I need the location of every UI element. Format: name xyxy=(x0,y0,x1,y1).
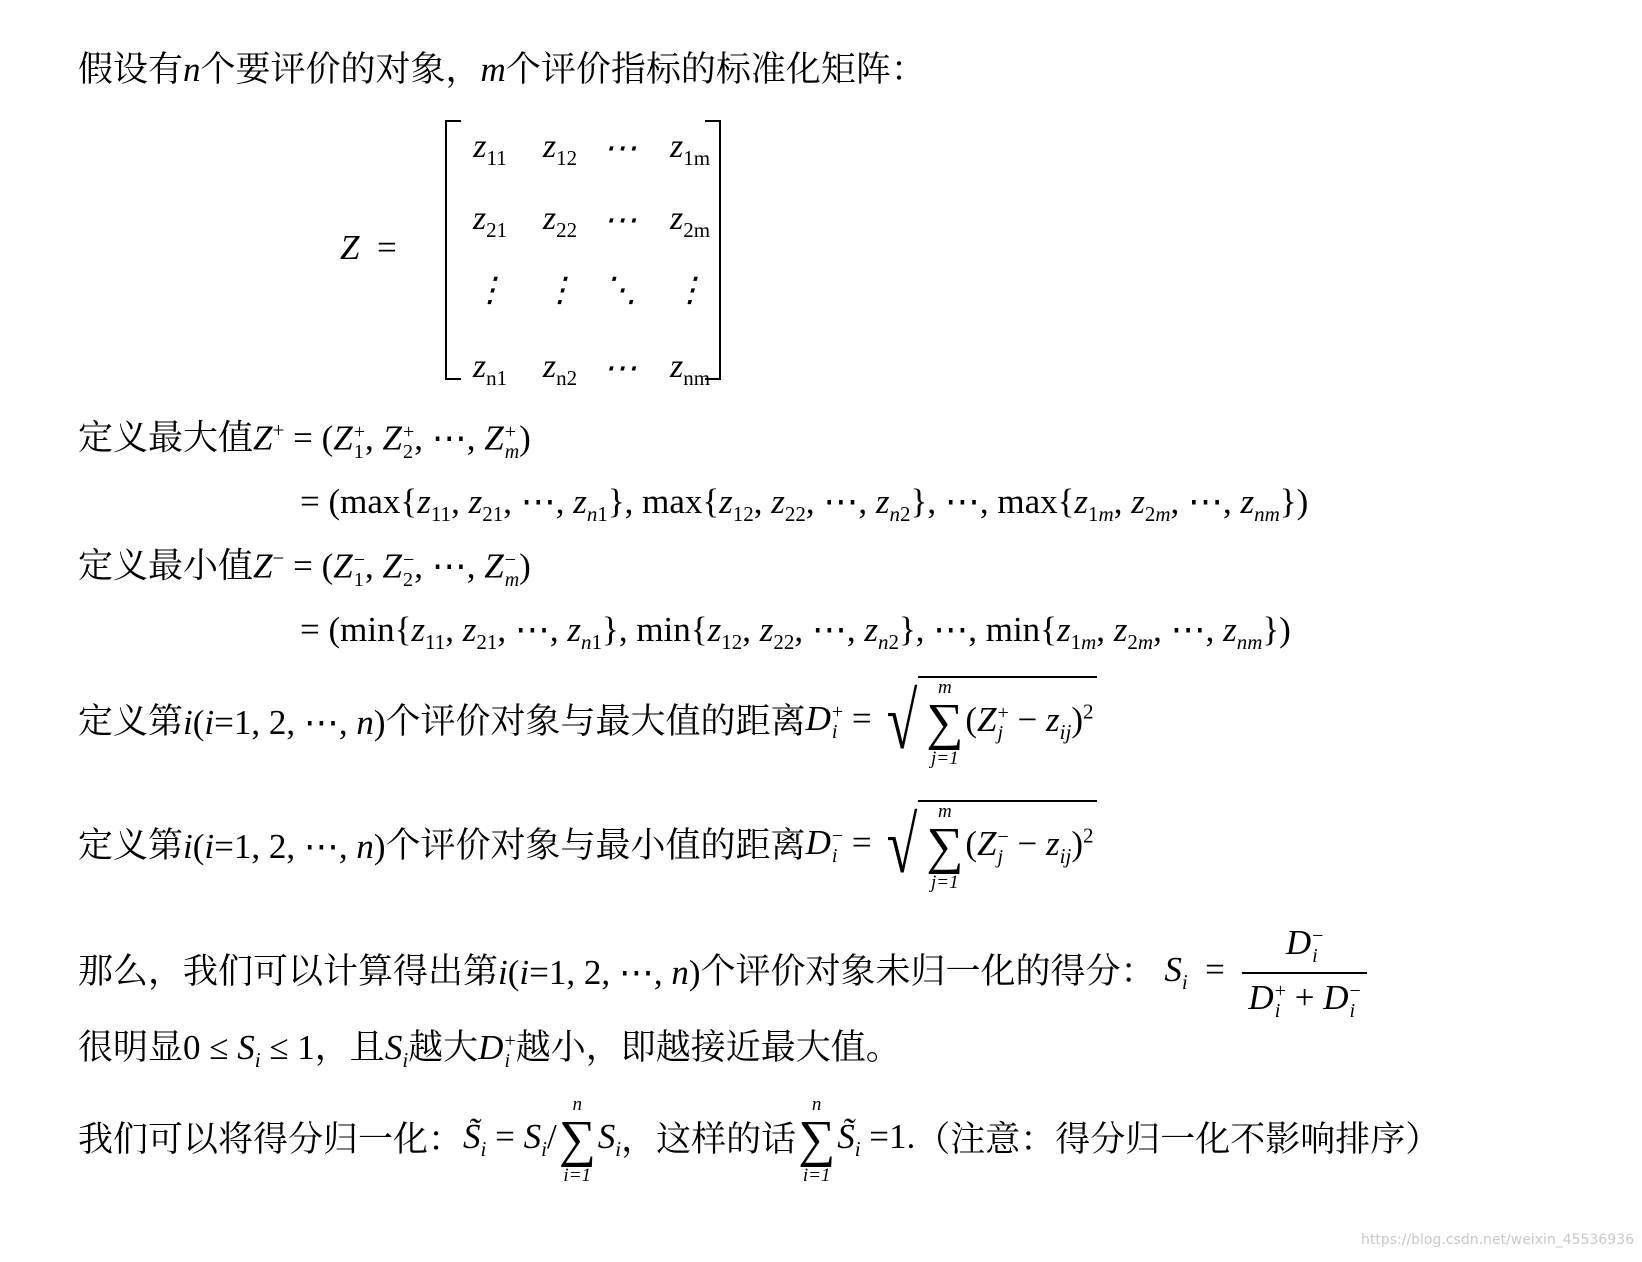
max-definition-line2: = ($\max\{z_{11}$, $z_{21}$, ⋯, $z_{n1}$}, $\max\{z_{12}$, $z_{22}$, ⋯, $z_{n2}$}, ⋯, $\max\{z_{1m}$, $z_{2m}$, ⋯, $z_{nm}$}) xyxy=(300,482,1309,526)
matrix-cell-base: z xyxy=(669,128,684,165)
matrix-cell-base: ⋱ xyxy=(603,272,637,309)
normalize-text-2: ，这样的话 xyxy=(621,1119,797,1160)
distance-min-line xyxy=(78,800,1097,892)
intro-m: m xyxy=(480,50,506,89)
distance-min-formula: D − i = √ m ∑ j=1 (Z − j − $z_{ij})^2$ xyxy=(806,800,1098,892)
min-label: 定义最小值 xyxy=(78,546,254,587)
matrix-cell-base: z xyxy=(669,200,684,237)
matrix-cell-base: ⋮ xyxy=(543,272,577,309)
obvious-inequality: $0 \le S_i \le 1$ xyxy=(183,1028,315,1072)
max-definition-line1: 定义最大值Z+ = (Z + 1 , Z + 2 , ⋯, Z + m ) xyxy=(78,418,531,463)
score-line xyxy=(78,925,1367,1021)
matrix-cell-base: z xyxy=(669,348,684,385)
normalize-formula-1: $S̃_i = S_i/$ n ∑ i=1 $S_i$ xyxy=(463,1094,622,1186)
intro-text-1: 假设有 xyxy=(78,50,184,90)
matrix-cell-subscript: 21 xyxy=(486,217,508,242)
score-formula: $S_i$ = D − i D + i + D − i xyxy=(1156,925,1367,1021)
score-text-2: 个评价对象未归一化的得分： xyxy=(700,952,1156,993)
normalize-text-4: （注意：得分归一化不影响排序） xyxy=(915,1119,1441,1160)
matrix-Z xyxy=(445,120,721,390)
matrix-cell xyxy=(455,348,525,391)
obvious-s: $S_i$ xyxy=(384,1028,409,1072)
obvious-d: D + i xyxy=(478,1028,516,1072)
matrix-cell-base: z xyxy=(472,200,487,237)
intro-n: n xyxy=(183,50,201,89)
matrix-lhs xyxy=(340,230,397,265)
matrix-cell-base: z xyxy=(542,200,557,237)
matrix-cell-subscript: n1 xyxy=(486,365,508,390)
intro-text-2: 个要评价的对象， xyxy=(200,50,481,90)
obvious-text-2: ，且 xyxy=(314,1028,385,1068)
normalize-line xyxy=(78,1095,1440,1185)
matrix-cell xyxy=(455,128,525,171)
matrix-cell xyxy=(455,270,525,310)
matrix-cell xyxy=(585,270,655,310)
matrix-cell xyxy=(655,128,725,171)
matrix-cell-subscript: n2 xyxy=(556,365,578,390)
obvious-line xyxy=(78,1030,901,1071)
matrix-cell xyxy=(655,348,725,391)
intro-text-3: 个评价指标的标准化矩阵： xyxy=(505,50,926,90)
distance-max-text-1: 定义第 xyxy=(78,701,184,742)
matrix-cell-base: ⋯ xyxy=(603,350,637,387)
matrix-cell-subscript: 22 xyxy=(556,217,578,242)
max-label: 定义最大值 xyxy=(78,418,254,459)
matrix-equals: = xyxy=(376,228,397,267)
matrix-cell-subscript: 12 xyxy=(556,145,578,170)
distance-min-text-1: 定义第 xyxy=(78,825,184,866)
matrix-cell-subscript: 2m xyxy=(683,217,711,242)
min-definition-line2: = ($\min\{z_{11}$, $z_{21}$, ⋯, $z_{n1}$}, $\min\{z_{12}$, $z_{22}$, ⋯, $z_{n2}$}, ⋯, $\min\{z_{1m}$, $z_{2m}$, ⋯, $z_{nm}$}) xyxy=(300,610,1291,654)
matrix-cell xyxy=(455,200,525,243)
matrix-cell-base: ⋮ xyxy=(673,272,707,309)
matrix-cell-base: z xyxy=(472,348,487,385)
intro-line xyxy=(78,52,926,88)
matrix-cell xyxy=(585,200,655,240)
matrix-cell-subscript: nm xyxy=(683,365,711,390)
matrix-cell-subscript: 1m xyxy=(683,145,711,170)
score-text-1: 那么，我们可以计算得出第 xyxy=(78,952,499,993)
matrix-cell xyxy=(655,270,725,310)
normalize-text-3: =1. xyxy=(869,1117,916,1157)
matrix-cell xyxy=(585,348,655,388)
matrix-cell-base: z xyxy=(542,348,557,385)
distance-min-text-2: 个评价对象与最小值的距离 xyxy=(385,825,806,866)
matrix-cell-base: z xyxy=(473,128,487,165)
matrix-cell-base: z xyxy=(542,128,557,165)
min-definition-line1: 定义最小值Z− = (Z − 1 , Z − 2 , ⋯, Z − m ) xyxy=(78,546,531,591)
matrix-cell xyxy=(655,200,725,243)
distance-max-text-2: 个评价对象与最大值的距离 xyxy=(385,701,806,742)
matrix-cell-base: ⋮ xyxy=(473,272,507,309)
distance-max-condition: i(i=1, 2, ⋯, n) xyxy=(183,702,386,742)
matrix-cell-base: ⋯ xyxy=(603,130,637,167)
matrix-lhs-symbol: Z xyxy=(340,228,360,267)
distance-max-formula: D + i = √ m ∑ j=1 (Z + j − $z_{ij})^2$ xyxy=(806,676,1098,768)
matrix-cell-subscript: 11 xyxy=(486,145,507,170)
normalize-text-1: 我们可以将得分归一化： xyxy=(78,1119,464,1160)
distance-max-line xyxy=(78,676,1097,768)
matrix-cell-base: ⋯ xyxy=(603,202,637,239)
score-condition: i(i=1, 2, ⋯, n) xyxy=(498,953,701,993)
distance-min-condition: i(i=1, 2, ⋯, n) xyxy=(183,826,386,866)
matrix-cell xyxy=(585,128,655,168)
obvious-text-4: 越小，即越接近最大值。 xyxy=(515,1028,901,1068)
normalize-formula-2: n ∑ i=1 $S̃_i =1$. xyxy=(798,1094,916,1186)
obvious-text-3: 越大 xyxy=(408,1028,479,1068)
obvious-text-1: 很明显 xyxy=(78,1028,184,1068)
watermark: https://blog.csdn.net/weixin_45536936 xyxy=(1360,1232,1634,1248)
